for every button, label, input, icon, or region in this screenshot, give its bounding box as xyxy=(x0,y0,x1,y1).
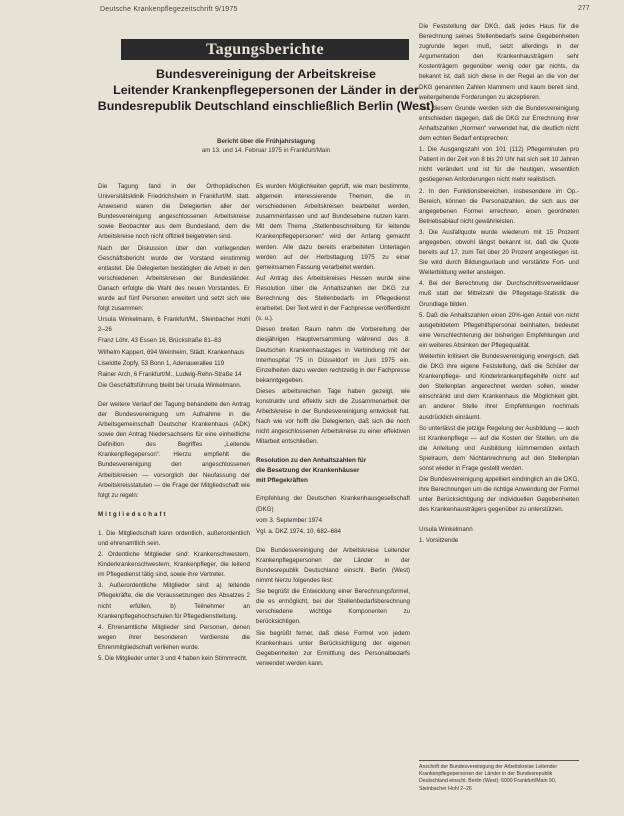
paragraph: 5. Die Mitglieder unter 3 und 4 haben kein Stimmrecht. xyxy=(98,655,248,663)
paragraph: Rainer Arch, 6 Frankfurt/M., Ludwig-Rehn-Straße 14 xyxy=(98,370,242,378)
signature-role: 1. Vorsitzende xyxy=(419,536,459,544)
paragraph: Die Geschäftsführung bleibt bei Ursula Winkelmann. xyxy=(98,381,242,389)
resolution-heading: Resolution zu den Anhaltszahlen für xyxy=(256,457,367,465)
section-banner: Tagungsberichte xyxy=(121,39,409,60)
section-heading: Mitgliedschaft xyxy=(98,510,168,518)
headline-line: Bundesrepublik Deutschland einschließlich Berlin (West) xyxy=(97,99,435,113)
paragraph: Es wurden Möglichkeiten geprüft, wie man bestimmte, allgemein interessierende Themen, die in verschiedenen Arbeitskreisen bearbeitet werden, zusammenfassen und auf Bundesebene nutzen kann. Mit dem Thema „Stellenbeschreibung für leitende Krankenpflegepersonen“ wird der Anfang gemacht werden. Alle dazu bereits erarbeiteten Unterlagen werden auf der Herbsttagung 1975 zu einer gemeinsamen Fassung verarbeitet werden. xyxy=(256,183,410,271)
paragraph: Sie begrüßt ferner, daß diese Formel von jedem Krankenhaus unter Berücksichtigung der eigenen Gegebenheiten zur Ermittlung des Personalbedarfs verwendet werden kann. xyxy=(256,629,410,667)
article-headline xyxy=(96,66,436,114)
running-head: Deutsche Krankenpflegezeitschrift 9/1975 xyxy=(100,6,238,13)
paragraph: Nach der Diskussion über den vorliegenden Geschäftsbericht wurde der Vorstand einstimmig entlastet. Die Delegierten bestätigten die Arbeit in den verschiedenen Arbeitskreisen der Bundesländer. Danach erfolgte die Wahl des neuen Vorstandes. Er wurde auf fünf Personen erweitert und setzt sich wie folgt zusammen: xyxy=(98,244,250,313)
paragraph: 4. Bei der Berechnung der Durchschnittsverweildauer muß statt der Mittelzahl die Pflegetage-Statistik die Grundlage bilden. xyxy=(419,280,579,308)
paragraph: Die Bundesvereinigung appelliert eindringlich an die DKG, ihre Berechnungen um die richtige Anwendung der Formel unter Berücksichtigung der individuellen Gegebenheiten des Krankenhausträgers gegenüber zu unterstützen. xyxy=(419,476,579,514)
paragraph: Die Tagung fand in der Orthopädischen Universitätsklinik Friedrichsheim in Frankfurt/M. statt. Anwesend waren die Delegierten aller der Bundesvereinigung angeschlossenen Arbeitskreise sowie Beobachter aus dem Bundesland, dem die Arbeitskreise noch nicht offiziell beigetreten sind. xyxy=(98,183,250,241)
paragraph: 1. Die Ausgangszahl von 101 (112) Pflegeminuten pro Patient in der Zeit von 8 bis 20 Uhr hat sich seit 10 Jahren nicht verändert und ist für die heutigen, wesentlich gestiegenen Anforderungen nicht mehr realistisch. xyxy=(419,146,579,184)
paragraph: Aus diesem Grunde werden sich die Bundesvereinigung entschieden dagegen, daß die DKG zur Errechnung ihrer Anhaltszahlen „Normen“ verwendet hat, die deutlich nicht dem echten Bedarf entsprechen: xyxy=(419,104,579,143)
paragraph: 5. Daß die Anhaltszahlen einen 20%-igen Anteil von nicht ausgebildetem Pflegehilfspersonal beinhalten, bedeutet eine Verschlechterung der bisherigen Empfehlungen und ein weiteres Absinken der Pflegequalität. xyxy=(419,311,579,349)
page-number: 277 xyxy=(578,5,590,12)
paragraph: Die Feststellung der DKG, daß jedes Haus für die Berechnung seines Stellenbedarfs seine Gegebenheiten zugrunde legen muß, setzt allerdings in der Argumentation den Krankenhausträgern sehr Kostenträgern gegenüber wenig oder gar nichts, da bekannt ist, daß sich diese in der Regel an die von der DKG genannten Zahlen klammern und kaum bereit sind, weitergehende Forderungen zu akzeptieren. xyxy=(419,23,579,101)
subheading: Bericht über die Frühjahrstagung xyxy=(217,138,315,145)
column-middle xyxy=(256,182,410,670)
paragraph: Franz Löhr, 43 Essen 16, Brückstraße 81–83 xyxy=(98,337,222,345)
column-left xyxy=(98,182,250,665)
paragraph: Der weitere Verlauf der Tagung behandelte den Antrag der Bundesvereinigung um Aufnahme in die Arbeitsgemeinschaft Deutscher Krankenhaus (ADK) sowie den Antrag Niedersachsens für eine einheitliche Definition des Begriffes „Leitende Krankenpflegeperson“. Hierzu empfiehlt die Bundesvereinigung den angeschlossenen Arbeitskreisen — vorsorglich der Neufassung der Arbeitskreisstatuten — die Frage der Mitgliedschaft wie folgt zu regeln: xyxy=(98,400,250,499)
paragraph: 3. Außerordentliche Mitglieder sind: a) leitende Pflegekräfte, die die Voraussetzungen des Absatzes 2 nicht erfüllen, b) Teilnehmer an Krankenpflegehochschulen für Pflegedienstleitung. xyxy=(98,582,250,620)
paragraph: Liselotte Zopfy, 53 Bonn 1, Adenauerallee 119 xyxy=(98,359,225,367)
paragraph: Weiterhin kritisiert die Bundesvereinigung energisch, daß die DKG ihre eigene Feststellung, daß die Schüler der Krankenpflege- und Kinderkrankenpflegehilfe nicht auf den Stellenplan angerechnet werden sollen, wieder einschränkt und dem Krankenhaus die Möglichkeit gibt, an anderer Stelle ihrer Empfehlungen nochmals ausdrücklich einräumt. xyxy=(419,353,579,421)
signature-name: Ursula Winkelmann xyxy=(419,525,473,533)
resolution-heading: die Besetzung der Krankenhäuser xyxy=(256,467,360,475)
paragraph: 1. Die Mitgliedschaft kann ordentlich, außerordentlich und ehrenamtlich sein. xyxy=(98,529,250,547)
paragraph: So unterlässt die jetzige Regelung der Ausbildung — auch ist Krankenpflege — auf die Kosten der Stellen, um die die Anleitung und Ausbildung kümmernden einfach Spielraum, dem Nichtanrechnung auf den Stellenplan sonst wieder in Frage gestellt werden. xyxy=(419,424,579,473)
resolution-reference: Vgl. a. DKZ 1974, 10, 682–684 xyxy=(256,527,341,535)
paragraph: Sie begrüßt die Entwicklung einer Berechnungsformel, die es ermöglicht, bei der Stellenbedarfsberechnung verschiedene wichtige Komponenten zu berücksichtigen. xyxy=(256,588,410,626)
dateline: am 13. und 14. Februar 1975 in Frankfurt/Main xyxy=(201,147,331,154)
paragraph: 2. Ordentliche Mitglieder sind: Krankenschwestern, Kinderkrankenschwestern, Krankenpfleger, die leitend im Pflegedienst tätig sind, sowie ihre Vertreter. xyxy=(98,551,250,579)
paragraph: Die Bundesvereinigung der Arbeitskreise Leitender Krankenpflegepersonen der Länder in der Bundesrepublik Deutschland einschl. Berlin (West) nimmt hierzu folgendes fest: xyxy=(256,546,410,585)
headline-line: Leitender Krankenpflegepersonen der Länder in der xyxy=(113,83,419,97)
paragraph: 4. Ehrenamtliche Mitglieder sind Personen, denen wegen ihrer besonderen Verdienste die Ehrenmitgliedschaft verliehen wurde. xyxy=(98,623,250,651)
paragraph: 3. Die Ausfallquote wurde wiederum mit 15 Prozent angegeben, obwohl längst bekannt ist, daß die Quote bereits auf 17, zum Teil über 20 Prozent angestiegen ist. Sie wird durch Bildungsurlaub und verstärkte Fort- und Weiterbildung weiter ansteigen. xyxy=(419,228,579,277)
resolution-heading: mit Pflegekräften xyxy=(256,477,308,485)
paragraph: Dieses arbeitsreichen Tage haben gezeigt, wie konstruktiv und effektiv sich die Zusammenarbeit der Arbeitskreise in der Bundesvereinigung entwickelt hat. Nach wie vor hofft die Delegierten, daß sich die noch nicht angeschlossenen Arbeitskreise zu einer effektiven Mitarbeit entschließen. xyxy=(256,387,410,446)
paragraph: Wilhelm Kappert, 694 Weinheim, Städt. Krankenhaus xyxy=(98,348,245,356)
footnote: Anschrift der Bundesvereinigung der Arbeitskreise Leitender Krankenpflegepersonen der Länder in der Bundesrepublik Deutschland einschl. Berlin (West): 6000 Frankfurt/Main 90, Steinbacher Hohl 2–26 xyxy=(419,760,579,793)
headline-line: Bundesvereinigung der Arbeitskreise xyxy=(156,67,376,81)
paragraph: Diesen breiten Raum nahm die Vorbereitung der diesjährigen Hauptversammlung während des 8. Deutschen Krankenhaustages in Verbindung mit der Interhospital '75 in Düsseldorf im Juni 1975 ein. Einzelheiten dazu werden rechtzeitig in der Fachpresse bekanntgegeben. xyxy=(256,326,410,384)
paragraph: Ursula Winkelmann, 6 Frankfurt/M., Steinbacher Hohl 2–26 xyxy=(98,316,250,334)
resolution-reference: vom 3. September 1974 xyxy=(256,516,323,524)
resolution-reference: Empfehlung der Deutschen Krankenhausgesellschaft (DKG) xyxy=(256,495,410,513)
column-right xyxy=(419,22,579,547)
paragraph: Auf Antrag des Arbeitskreises Hessen wurde eine Resolution über die Anhaltszahlen der DKG zur Berechnung des Stellenbedarfs im Pflegedienst erarbeitet. Der Text wird in der Fachpresse veröffentlicht (s. u.). xyxy=(256,274,410,323)
paragraph: 2. In den Funktionsbereichen, insbesondere im Op.-Bereich, können die Personalzahlen, die sich aus der angegebenen Formel errechnen, einen geordneten Betriebsablauf nicht gewährleisten. xyxy=(419,187,579,225)
